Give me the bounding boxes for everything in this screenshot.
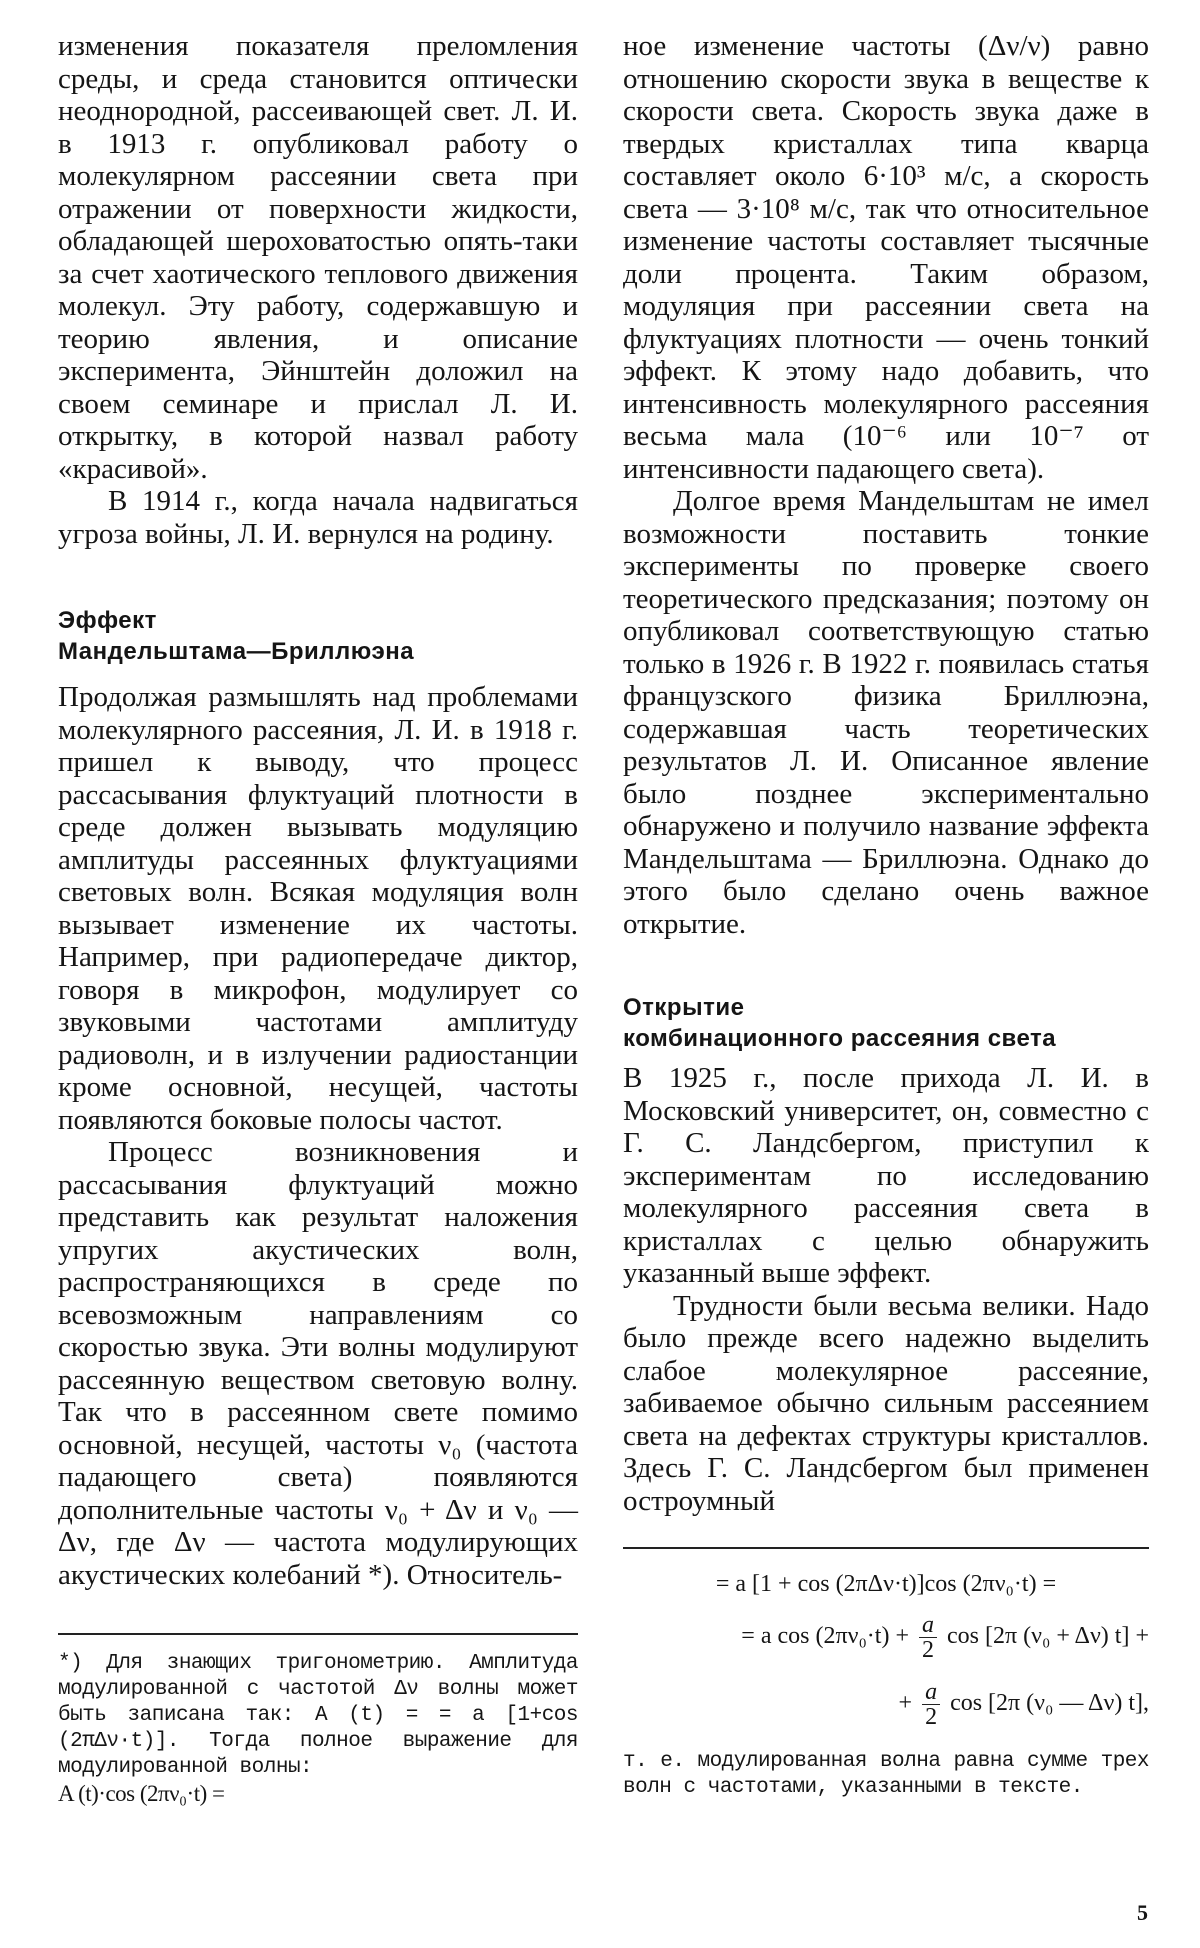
fraction xyxy=(919,1613,937,1662)
paragraph: изменения показателя преломления среды, и среда становится оптически неоднородной, рассеивающей свет. Л. И. в 1913 г. опубликовал работу о молекулярном рассеянии света при отражении от поверхности жидкости, обладающей шероховатостью опять-таки за счет хаотического теплового движения молекул. Эту работу, содержавшую и теорию явления, и описание эксперимента, Эйнштейн доложил на своем семинаре и прислал Л. И. открытку, в которой назвал работу «красивой». xyxy=(58,30,578,485)
page-number: 5 xyxy=(1137,1900,1148,1925)
footnote: т. е. модулированная волна равна сумме трех волн с частотами, указанными в тексте. xyxy=(623,1750,1149,1799)
fraction-numerator: a xyxy=(922,1680,940,1705)
equation-line xyxy=(623,1680,1149,1729)
paragraph: ное изменение частоты (Δν/ν) равно отношению скорости звука в веществе к скорости света. Скорость звука даже в твердых кристаллах типа кварца составляет около 6·10³ м/с, а скорость света — 3·10⁸ м/с, так что относительное изменение частоты составляет тысячные доли процента. Таким образом, модуляция при рассеянии света на флуктуациях плотности — очень тонкий эффект. К этому надо добавить, что интенсивность молекулярного рассеяния весьма мала (10⁻⁶ или 10⁻⁷ от интенсивности падающего света). xyxy=(623,30,1149,485)
section-heading-line: комбинационного рассеяния света xyxy=(623,1025,1057,1052)
equation-text: cos [2π (ν₀ — Δν) t], xyxy=(950,1690,1149,1717)
fraction xyxy=(922,1680,940,1729)
paragraph: В 1914 г., когда начала надвигаться угроза войны, Л. И. вернулся на родину. xyxy=(58,485,578,550)
equation-text: + xyxy=(898,1690,913,1717)
footnote: *) Для знающих тригонометрию. Амплитуда модулированной с частотой Δν волны может быть записана так: A (t) = = a [1+cos (2πΔν·t)]. Тогда полное выражение для модулированной волны: xyxy=(58,1652,578,1779)
paragraph: Трудности были весьма велики. Надо было прежде всего надежно выделить слабое молекулярное рассеяние, забиваемое обычно сильным рассеянием света на дефектах структуры кристаллов. Здесь Г. С. Ландсбергом был применен остроумный xyxy=(623,1289,1149,1517)
footnote-formula: A (t)·cos (2πν₀·t) = xyxy=(58,1781,225,1806)
fraction-numerator: a xyxy=(919,1613,937,1638)
left-column xyxy=(58,30,578,1807)
paragraph: В 1925 г., после прихода Л. И. в Московский университет, он, совместно с Г. С. Ландсбергом, приступил к экспериментам по исследованию молекулярного рассеяния света в кристаллах с целью обнаружить указанный выше эффект. xyxy=(623,1062,1149,1289)
equation-line xyxy=(623,1569,1149,1599)
paragraph: Продолжая размышлять над проблемами молекулярного рассеяния, Л. И. в 1918 г. пришел к выводу, что процесс рассасывания флуктуаций плотности в среде должен вызывать модуляцию амплитуды рассеянных флуктуациями световых волн. Всякая модуляция волн вызывает изменение их частоты. Например, при радиопередаче диктор, говоря в микрофон, модулирует со звуковыми частотами амплитуду радиоволн, и в излучении радиостанции кроме основной, несущей, частоты появляются боковые полосы частот. xyxy=(58,681,578,1136)
equation-text: = a cos (2πν₀·t) + xyxy=(741,1623,909,1650)
section-heading-line: Эффект xyxy=(58,607,157,634)
section-heading-line: Мандельштама—Бриллюэна xyxy=(58,638,415,665)
fraction-denominator: 2 xyxy=(925,1704,938,1730)
equation-text: = a [1 + cos (2πΔν·t)]cos (2πν₀·t) = xyxy=(715,1571,1057,1597)
equation-line xyxy=(623,1613,1149,1662)
fraction-denominator: 2 xyxy=(922,1637,934,1663)
paragraph: Долгое время Мандельштам не имел возможности поставить тонкие эксперименты по проверке своего теоретического предсказания; поэтому он опубликовал соответствующую статью только в 1926 г. В 1922 г. появилась статья французского физика Бриллюэна, содержавшая часть теоретических результатов Л. И. Описанное явление было позднее экспериментально обнаружено и получило название эффекта Мандельштама — Бриллюэна. Однако до этого было сделано очень важное открытие. xyxy=(623,485,1149,940)
equation-text: cos [2π (ν₀ + Δν) t] + xyxy=(947,1623,1149,1650)
paragraph: Процесс возникновения и рассасывания флуктуаций можно представить как результат наложения упругих акустических волн, распространяющихся в среде по всевозможным направлениям со скоростью звука. Эти волны модулируют рассеянную веществом световую волну. Так что в рассеянном свете помимо основной, несущей, частоты ν₀ (частота падающего света) появляются дополнительные частоты ν₀ + Δν и ν₀ — Δν, где Δν — частота модулирующих акустических колебаний *). Относитель- xyxy=(58,1136,578,1591)
section-heading-line: Открытие xyxy=(623,994,745,1021)
right-column xyxy=(623,30,1149,1801)
